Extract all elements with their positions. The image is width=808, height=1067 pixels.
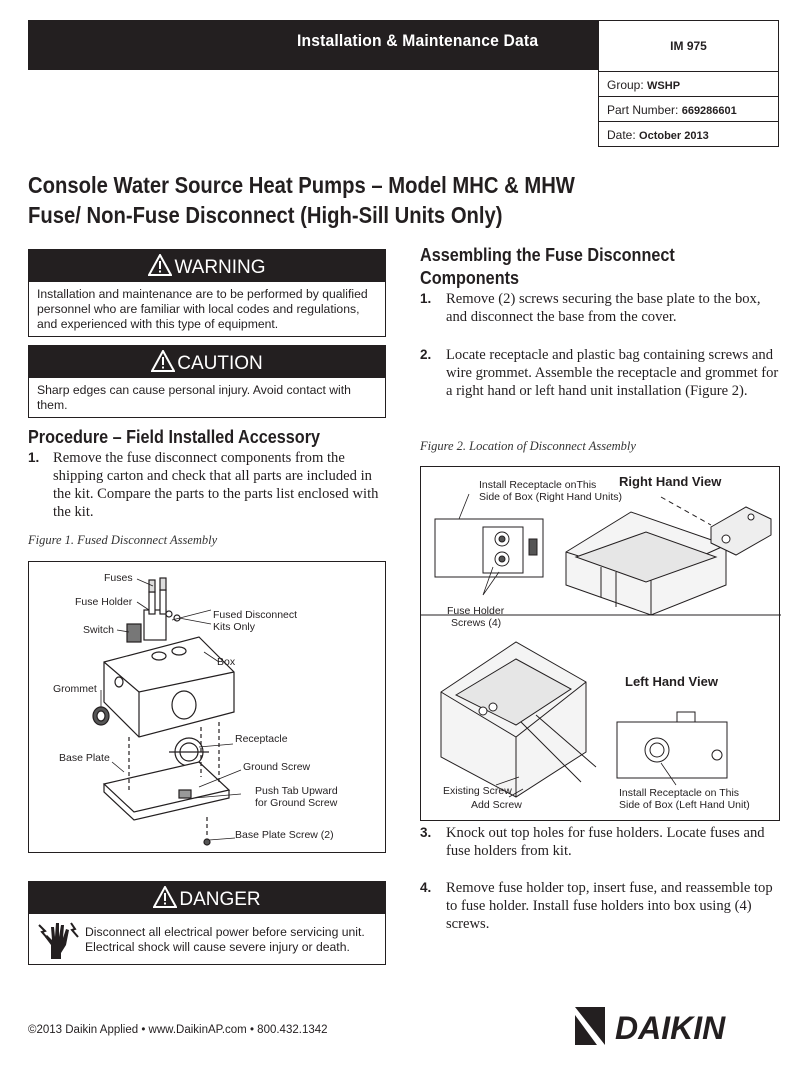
part-number-row: Part Number: 669286601 xyxy=(599,96,778,121)
danger-text-line1: Disconnect all electrical power before servicing unit. xyxy=(85,925,365,939)
group-value: WSHP xyxy=(647,80,681,92)
label-push-tab: Push Tab Upward xyxy=(255,785,338,797)
label-kits-only: Kits Only xyxy=(213,621,256,633)
danger-text-line2: Electrical shock will cause severe injury or death. xyxy=(85,940,350,954)
label-fuses: Fuses xyxy=(104,572,133,584)
figure1-caption: Figure 1. Fused Disconnect Assembly xyxy=(28,533,218,547)
label-switch: Switch xyxy=(83,624,114,636)
page-title: Console Water Source Heat Pumps – Model MHC & MHW Fuse/ Non-Fuse Disconnect (High-Sill Units Only) xyxy=(28,172,575,228)
header-title: Installation & Maintenance Data xyxy=(296,31,538,50)
doc-id: IM 975 xyxy=(670,39,707,53)
label-fused-disconnect: Fused Disconnect xyxy=(213,609,298,621)
daikin-logo xyxy=(575,1005,780,1047)
danger-triangle-icon xyxy=(153,886,177,908)
danger-box xyxy=(28,881,386,965)
label-install-left-2: Side of Box (Left Hand Unit) xyxy=(619,799,750,811)
danger-heading: DANGER xyxy=(179,889,261,910)
figure2-diagram xyxy=(420,466,780,821)
label-receptacle: Receptacle xyxy=(235,733,288,745)
label-right-hand-view: Right Hand View xyxy=(619,474,722,489)
label-install-right-2: Side of Box (Right Hand Units) xyxy=(479,491,622,503)
figure1-diagram xyxy=(28,561,386,853)
disconnect-location-illustration xyxy=(421,467,781,822)
label-box: Box xyxy=(217,656,236,668)
electric-shock-hand-icon xyxy=(37,919,81,961)
date-value: October 2013 xyxy=(639,130,709,142)
caution-triangle-icon xyxy=(151,350,175,372)
label-fuse-holder-screws-1: Fuse Holder xyxy=(447,605,505,617)
date-row: Date: October 2013 xyxy=(599,121,778,146)
group-row: Group: WSHP xyxy=(599,71,778,96)
label-fuse-holder: Fuse Holder xyxy=(75,596,133,608)
warning-heading: WARNING xyxy=(174,257,266,278)
caution-box xyxy=(28,345,386,418)
label-fuse-holder-screws-2: Screws (4) xyxy=(451,617,502,629)
caution-heading: CAUTION xyxy=(177,353,263,374)
caution-text: Sharp edges can cause personal injury. Avoid contact with them. xyxy=(37,383,351,412)
label-install-left-1: Install Receptacle on This xyxy=(619,787,740,799)
label-ground-screw: Ground Screw xyxy=(243,761,311,773)
figure2-caption: Figure 2. Location of Disconnect Assembly xyxy=(420,439,636,453)
warning-triangle-icon xyxy=(148,254,172,276)
warning-text: Installation and maintenance are to be performed by qualified personnel who are familiar with local codes and regulations, and experienced with this type of equipment. xyxy=(37,287,368,331)
label-base-plate-screw: Base Plate Screw (2) xyxy=(235,829,334,841)
part-number-value: 669286601 xyxy=(681,105,737,117)
footer-contact: ©2013 Daikin Applied • www.DaikinAP.com • 800.432.1342 xyxy=(28,1024,328,1036)
label-grommet: Grommet xyxy=(53,683,97,695)
label-add-screw: Add Screw xyxy=(471,799,522,811)
procedure-heading: Procedure – Field Installed Accessory xyxy=(28,427,321,447)
warning-box xyxy=(28,249,386,337)
label-base-plate: Base Plate xyxy=(59,752,110,764)
logo-text: DAIKIN xyxy=(615,1010,726,1046)
label-existing-screw: Existing Screw xyxy=(443,785,512,797)
label-install-right-1: Install Receptacle onThis xyxy=(479,479,597,491)
label-left-hand-view: Left Hand View xyxy=(625,674,718,689)
assembling-heading: Assembling the Fuse Disconnect Components xyxy=(420,245,675,288)
document-info-box xyxy=(598,20,779,147)
label-for-ground-screw: for Ground Screw xyxy=(255,797,338,809)
header-bar xyxy=(28,20,598,70)
